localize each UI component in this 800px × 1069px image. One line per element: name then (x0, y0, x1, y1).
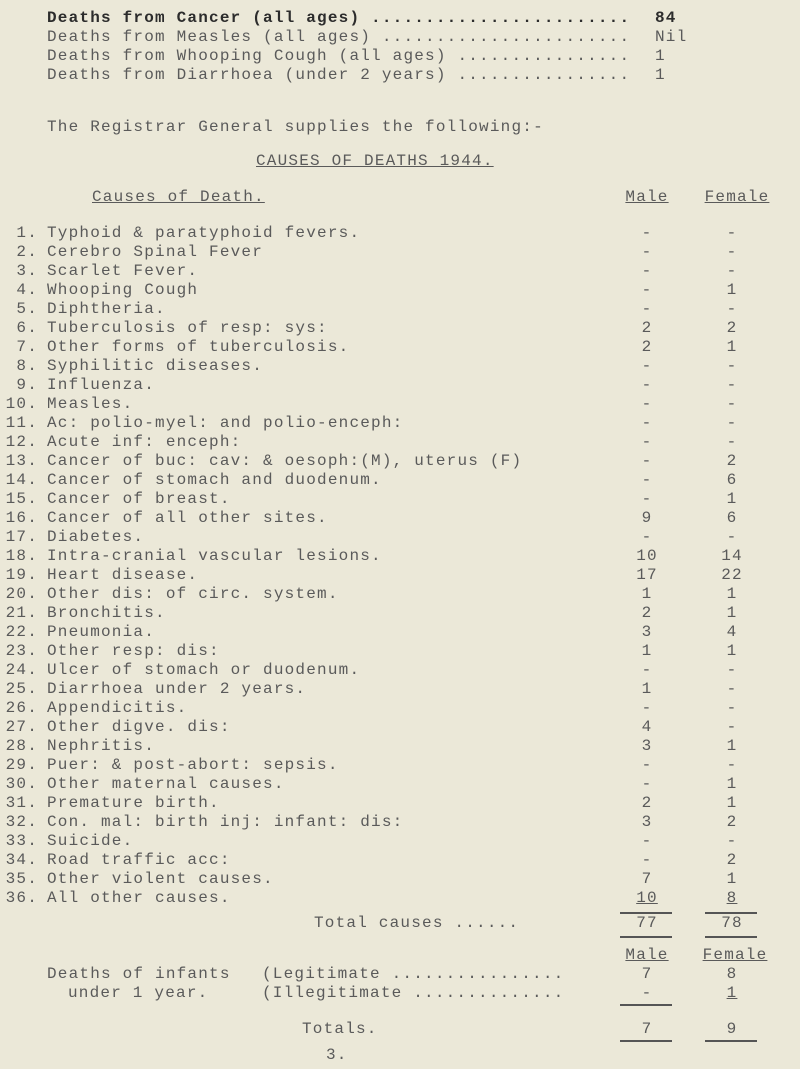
male-count: 10 (636, 889, 658, 907)
female-count: - (726, 243, 738, 261)
male-count: - (641, 224, 653, 242)
cause-label: Diarrhoea under 2 years. (47, 680, 307, 698)
row-number: 29. (5, 756, 38, 774)
infants-label-2: under 1 year. (68, 984, 209, 1002)
cause-label: Other forms of tuberculosis. (47, 338, 350, 356)
table-row (0, 338, 800, 357)
row-number: 35. (5, 870, 38, 888)
table-row (0, 490, 800, 509)
female-count: - (726, 357, 738, 375)
header-female: Female (704, 188, 770, 206)
table-row (0, 414, 800, 433)
female-count: - (726, 395, 738, 413)
row-number: 13. (5, 452, 38, 470)
table-row (0, 224, 800, 243)
table-row (0, 794, 800, 813)
divider (705, 1040, 757, 1042)
male-count: - (641, 395, 653, 413)
table-row (0, 661, 800, 680)
male-count: 10 (636, 547, 658, 565)
table-row (0, 433, 800, 452)
cause-label: Bronchitis. (47, 604, 166, 622)
table-row (0, 585, 800, 604)
row-number: 3. (16, 262, 38, 280)
female-count: - (726, 224, 738, 242)
female-count: - (726, 376, 738, 394)
row-number: 4. (16, 281, 38, 299)
female-count: 1 (726, 338, 738, 356)
female-count: 1 (726, 642, 738, 660)
cause-label: Heart disease. (47, 566, 199, 584)
male-count: - (641, 357, 653, 375)
cause-label: Road traffic acc: (47, 851, 231, 869)
male-count: - (641, 433, 653, 451)
cause-label: Diphtheria. (47, 300, 166, 318)
table-row (0, 281, 800, 300)
table-row (0, 680, 800, 699)
divider (620, 1004, 672, 1006)
male-count: - (641, 281, 653, 299)
infants-legit-female: 8 (726, 965, 738, 983)
cause-label: Con. mal: birth inj: infant: dis: (47, 813, 404, 831)
total-female: 78 (721, 914, 743, 932)
row-number: 16. (5, 509, 38, 527)
page-title: CAUSES OF DEATHS 1944. (256, 152, 494, 170)
cause-label: Other violent causes. (47, 870, 274, 888)
row-number: 23. (5, 642, 38, 660)
female-count: 2 (726, 813, 738, 831)
row-number: 22. (5, 623, 38, 641)
row-number: 26. (5, 699, 38, 717)
cause-label: Cancer of stomach and duodenum. (47, 471, 382, 489)
cause-label: Diabetes. (47, 528, 145, 546)
cause-label: Syphilitic diseases. (47, 357, 264, 375)
table-row (0, 395, 800, 414)
row-number: 7. (16, 338, 38, 356)
cause-label: Whooping Cough (47, 281, 199, 299)
male-count: - (641, 775, 653, 793)
summary-label: Deaths from Whooping Cough (all ages) ................ (47, 47, 631, 65)
female-count: - (726, 680, 738, 698)
table-row (0, 300, 800, 319)
cause-label: Cancer of breast. (47, 490, 231, 508)
cause-label: Scarlet Fever. (47, 262, 199, 280)
male-count: 7 (641, 870, 653, 888)
infants-label: Deaths of infants (47, 965, 231, 983)
female-count: 2 (726, 319, 738, 337)
female-count: 8 (726, 889, 738, 907)
male-count: - (641, 490, 653, 508)
table-row (0, 471, 800, 490)
male-count: - (641, 300, 653, 318)
table-row (0, 547, 800, 566)
totals-female: 9 (726, 1020, 738, 1038)
cause-label: Ulcer of stomach or duodenum. (47, 661, 361, 679)
female-count: - (726, 433, 738, 451)
row-number: 17. (5, 528, 38, 546)
cause-label: Ac: polio-myel: and polio-enceph: (47, 414, 404, 432)
female-count: 1 (726, 794, 738, 812)
infants-illegit-label: (Illegitimate .............. (262, 984, 565, 1002)
female-count: 1 (726, 281, 738, 299)
male-count: 2 (641, 794, 653, 812)
row-number: 36. (5, 889, 38, 907)
female-count: 1 (726, 775, 738, 793)
female-count: 1 (726, 490, 738, 508)
male-count: 2 (641, 338, 653, 356)
female-count: 6 (726, 471, 738, 489)
cause-label: Other dis: of circ. system. (47, 585, 339, 603)
row-number: 2. (16, 243, 38, 261)
row-number: 24. (5, 661, 38, 679)
male-count: 3 (641, 737, 653, 755)
male-count: - (641, 528, 653, 546)
infants-illegit-female: 1 (726, 984, 738, 1002)
row-number: 1. (16, 224, 38, 242)
cause-label: Acute inf: enceph: (47, 433, 242, 451)
cause-label: Appendicitis. (47, 699, 188, 717)
cause-label: Suicide. (47, 832, 134, 850)
row-number: 20. (5, 585, 38, 603)
table-row (0, 699, 800, 718)
table-row (0, 509, 800, 528)
male-count: - (641, 452, 653, 470)
total-label: Total causes ...... (314, 914, 520, 932)
male-count: - (641, 471, 653, 489)
row-number: 9. (16, 376, 38, 394)
female-count: 2 (726, 452, 738, 470)
male-count: 2 (641, 319, 653, 337)
summary-label: Deaths from Cancer (all ages) ........................ (47, 9, 631, 27)
cause-label: Puer: & post-abort: sepsis. (47, 756, 339, 774)
row-number: 11. (5, 414, 38, 432)
infants-header-male: Male (625, 946, 669, 964)
male-count: 9 (641, 509, 653, 527)
infants-illegit-male: - (641, 984, 653, 1002)
female-count: - (726, 414, 738, 432)
table-row (0, 262, 800, 281)
female-count: 1 (726, 604, 738, 622)
table-row (0, 642, 800, 661)
row-number: 5. (16, 300, 38, 318)
table-row (0, 528, 800, 547)
row-number: 8. (16, 357, 38, 375)
cause-label: Premature birth. (47, 794, 220, 812)
cause-label: Nephritis. (47, 737, 156, 755)
table-row (0, 566, 800, 585)
header-male: Male (625, 188, 669, 206)
table-row (0, 319, 800, 338)
female-count: - (726, 756, 738, 774)
row-number: 28. (5, 737, 38, 755)
row-number: 21. (5, 604, 38, 622)
table-row (0, 604, 800, 623)
divider (705, 936, 757, 938)
row-number: 14. (5, 471, 38, 489)
male-count: 1 (641, 642, 653, 660)
row-number: 30. (5, 775, 38, 793)
male-count: - (641, 756, 653, 774)
table-row (0, 737, 800, 756)
cause-label: Measles. (47, 395, 134, 413)
male-count: - (641, 699, 653, 717)
intro-text: The Registrar General supplies the following:- (47, 118, 544, 136)
male-count: - (641, 832, 653, 850)
male-count: - (641, 262, 653, 280)
table-row (0, 756, 800, 775)
male-count: 4 (641, 718, 653, 736)
male-count: - (641, 851, 653, 869)
table-row (0, 889, 800, 908)
male-count: - (641, 376, 653, 394)
female-count: 14 (721, 547, 743, 565)
female-count: - (726, 699, 738, 717)
male-count: 1 (641, 585, 653, 603)
table-row (0, 452, 800, 471)
row-number: 25. (5, 680, 38, 698)
total-male: 77 (636, 914, 658, 932)
table-row (0, 813, 800, 832)
cause-label: Other maternal causes. (47, 775, 285, 793)
infants-legit-label: (Legitimate ................ (262, 965, 565, 983)
row-number: 10. (5, 395, 38, 413)
table-row (0, 376, 800, 395)
male-count: - (641, 661, 653, 679)
row-number: 18. (5, 547, 38, 565)
female-count: 2 (726, 851, 738, 869)
divider (620, 1040, 672, 1042)
female-count: - (726, 661, 738, 679)
male-count: 3 (641, 813, 653, 831)
female-count: - (726, 528, 738, 546)
page-number: 3. (326, 1046, 348, 1064)
table-row (0, 623, 800, 642)
female-count: 6 (726, 509, 738, 527)
row-number: 19. (5, 566, 38, 584)
female-count: 1 (726, 585, 738, 603)
cause-label: Cancer of all other sites. (47, 509, 328, 527)
cause-label: Other resp: dis: (47, 642, 220, 660)
table-row (0, 832, 800, 851)
row-number: 34. (5, 851, 38, 869)
table-row (0, 243, 800, 262)
female-count: 22 (721, 566, 743, 584)
summary-value: 1 (655, 47, 666, 65)
cause-label: Influenza. (47, 376, 156, 394)
summary-value: Nil (655, 28, 688, 46)
row-number: 12. (5, 433, 38, 451)
header-cause: Causes of Death. (92, 188, 265, 206)
cause-label: Other digve. dis: (47, 718, 231, 736)
male-count: 17 (636, 566, 658, 584)
divider (620, 936, 672, 938)
male-count: - (641, 414, 653, 432)
table-row (0, 775, 800, 794)
cause-label: Typhoid & paratyphoid fevers. (47, 224, 361, 242)
infants-legit-male: 7 (641, 965, 653, 983)
row-number: 15. (5, 490, 38, 508)
cause-label: Pneumonia. (47, 623, 156, 641)
male-count: 2 (641, 604, 653, 622)
female-count: 1 (726, 737, 738, 755)
summary-value: 1 (655, 66, 666, 84)
table-row (0, 357, 800, 376)
cause-label: All other causes. (47, 889, 231, 907)
summary-value: 84 (655, 9, 677, 27)
row-number: 33. (5, 832, 38, 850)
row-number: 32. (5, 813, 38, 831)
cause-label: Intra-cranial vascular lesions. (47, 547, 382, 565)
female-count: - (726, 262, 738, 280)
cause-label: Cerebro Spinal Fever (47, 243, 264, 261)
male-count: 1 (641, 680, 653, 698)
infants-header-female: Female (702, 946, 768, 964)
summary-label: Deaths from Diarrhoea (under 2 years) ................ (47, 66, 631, 84)
male-count: - (641, 243, 653, 261)
row-number: 27. (5, 718, 38, 736)
female-count: 1 (726, 870, 738, 888)
cause-label: Cancer of buc: cav: & oesoph:(M), uterus (F) (47, 452, 523, 470)
totals-label: Totals. (302, 1020, 378, 1038)
table-row (0, 718, 800, 737)
table-row (0, 870, 800, 889)
female-count: - (726, 832, 738, 850)
totals-male: 7 (641, 1020, 653, 1038)
table-row (0, 851, 800, 870)
cause-label: Tuberculosis of resp: sys: (47, 319, 328, 337)
female-count: - (726, 300, 738, 318)
male-count: 3 (641, 623, 653, 641)
row-number: 31. (5, 794, 38, 812)
row-number: 6. (16, 319, 38, 337)
female-count: - (726, 718, 738, 736)
female-count: 4 (726, 623, 738, 641)
summary-label: Deaths from Measles (all ages) ....................... (47, 28, 631, 46)
